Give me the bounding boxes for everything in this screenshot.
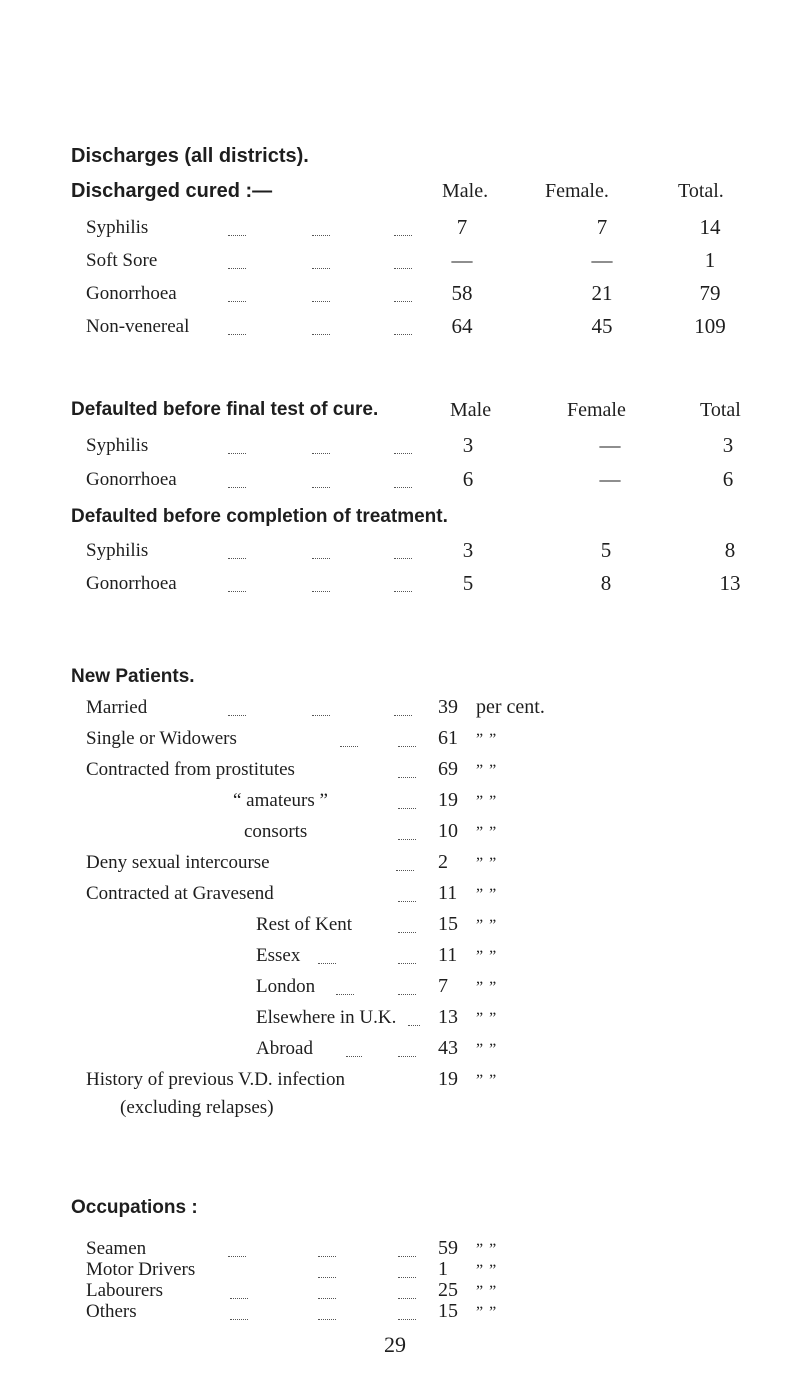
cell-female: 8 [600,571,612,595]
row-label: Single or Widowers [86,728,237,749]
percent-value: 19 [438,789,458,811]
new-patients-title: New Patients. [71,666,195,687]
cell-female: 21 [591,281,613,305]
leader-dots [396,870,414,871]
ditto-marks: ” ” [476,1072,498,1089]
row-label: Abroad [256,1038,313,1059]
ditto-marks: ” ” [476,948,498,965]
ditto-marks: ” ” [476,979,498,996]
percent-value: 19 [438,1068,458,1090]
row-label: Married [86,697,148,718]
percent-value: 59 [438,1237,458,1259]
cell-male: 7 [456,215,468,239]
ditto-marks: ” ” [476,917,498,934]
row-label: Motor Drivers [86,1259,196,1280]
cell-total: 8 [724,538,736,562]
row-label: Seamen [86,1238,147,1259]
leader-dots [408,1025,420,1026]
cell-female: — [591,248,613,272]
cell-female: 5 [600,538,612,562]
leader-dots [340,746,358,747]
col-male: Male [450,399,492,421]
leader-dots [318,1277,336,1278]
leader-dots [312,453,330,454]
row-label: Essex [256,945,301,966]
leader-dots [394,334,412,335]
leader-dots [228,235,246,236]
row-label: Contracted from prostitutes [86,759,295,780]
leader-dots [312,334,330,335]
percent-value: 7 [438,975,448,997]
percent-value: 15 [438,1300,458,1322]
leader-dots [312,715,330,716]
leader-dots [398,963,416,964]
leader-dots [398,1277,416,1278]
leader-dots [312,487,330,488]
col-female: Female. [545,180,609,202]
leader-dots [318,1256,336,1257]
leader-dots [394,591,412,592]
ditto-marks: ” ” [476,1010,498,1027]
leader-dots [228,301,246,302]
leader-dots [398,932,416,933]
discharges-title: Discharges (all districts). [71,145,309,167]
ditto-marks: ” ” [476,1262,498,1279]
row-label: Syphilis [86,540,149,561]
leader-dots [398,808,416,809]
cell-male: 3 [462,433,474,457]
percent-value: 61 [438,727,458,749]
row-label: History of previous V.D. infection [86,1069,345,1090]
leader-dots [228,591,246,592]
leader-dots [398,777,416,778]
cell-total: 1 [704,248,716,272]
ditto-marks: ” ” [476,762,498,779]
leader-dots [312,268,330,269]
ditto-marks: ” ” [476,886,498,903]
leader-dots [398,994,416,995]
cell-male: 58 [451,281,473,305]
percent-value: 11 [438,944,458,966]
percent-value: 2 [438,851,448,873]
leader-dots [398,1056,416,1057]
row-label: Gonorrhoea [86,573,177,594]
percent-value: 43 [438,1037,458,1059]
occupations-title: Occupations : [71,1197,198,1218]
cell-total: 3 [722,433,734,457]
row-label: London [256,976,316,997]
row-label: Non-venereal [86,316,190,337]
leader-dots [228,453,246,454]
leader-dots [228,487,246,488]
leader-dots [394,268,412,269]
per-cent-label: per cent. [476,696,545,718]
row-label: consorts [244,821,308,842]
ditto-marks: ” ” [476,855,498,872]
row-label: Contracted at Gravesend [86,883,274,904]
col-female: Female [567,399,626,421]
cell-total: 109 [694,314,726,338]
cell-male: — [451,248,473,272]
leader-dots [228,1256,246,1257]
leader-dots [394,453,412,454]
percent-value: 13 [438,1006,458,1028]
leader-dots [398,1319,416,1320]
leader-dots [228,715,246,716]
defaulted-treatment-title: Defaulted before completion of treatment. [71,506,448,527]
leader-dots [230,1298,248,1299]
cell-male: 64 [451,314,473,338]
row-label: Labourers [86,1280,164,1301]
row-label: Rest of Kent [256,914,353,935]
cell-total: 14 [699,215,721,239]
ditto-marks: ” ” [476,1283,498,1300]
leader-dots [398,1298,416,1299]
cell-male: 6 [462,467,474,491]
row-label: “ amateurs ” [233,790,328,811]
percent-value: 39 [438,696,458,718]
leader-dots [312,301,330,302]
ditto-marks: ” ” [476,824,498,841]
cell-total: 6 [722,467,734,491]
leader-dots [394,301,412,302]
ditto-marks: ” ” [476,793,498,810]
percent-value: 1 [438,1258,448,1280]
leader-dots [312,591,330,592]
percent-value: 15 [438,913,458,935]
leader-dots [318,963,336,964]
leader-dots [228,558,246,559]
col-total: Total. [678,180,724,202]
col-total: Total [700,399,741,421]
ditto-marks: ” ” [476,1304,498,1321]
discharged-cured-subtitle: Discharged cured :— [71,180,273,202]
leader-dots [398,1256,416,1257]
row-label: Syphilis [86,217,149,238]
leader-dots [336,994,354,995]
percent-value: 69 [438,758,458,780]
cell-female: 7 [596,215,608,239]
cell-female: — [599,467,621,491]
leader-dots [394,487,412,488]
cell-total: 79 [699,281,721,305]
leader-dots [346,1056,362,1057]
leader-dots [394,715,412,716]
leader-dots [312,235,330,236]
row-label: Syphilis [86,435,149,456]
ditto-marks: ” ” [476,1041,498,1058]
row-label: Soft Sore [86,250,158,271]
row-label: Gonorrhoea [86,469,177,490]
defaulted-final-title: Defaulted before final test of cure. [71,399,379,420]
leader-dots [398,746,416,747]
cell-total: 13 [719,571,741,595]
leader-dots [398,839,416,840]
row-label: Gonorrhoea [86,283,177,304]
percent-value: 10 [438,820,458,842]
cell-female: 45 [591,314,613,338]
row-label: Elsewhere in U.K. [256,1007,397,1028]
leader-dots [312,558,330,559]
col-male: Male. [442,180,489,202]
leader-dots [318,1319,336,1320]
leader-dots [228,334,246,335]
leader-dots [318,1298,336,1299]
page-number: 29 [384,1332,406,1357]
cell-female: — [599,433,621,457]
percent-value: 25 [438,1279,458,1301]
leader-dots [394,558,412,559]
leader-dots [398,901,416,902]
leader-dots [228,268,246,269]
ditto-marks: ” ” [476,1241,498,1258]
row-label: Others [86,1301,137,1322]
leader-dots [230,1319,248,1320]
ditto-marks: ” ” [476,731,498,748]
row-label: Deny sexual intercourse [86,852,270,873]
leader-dots [394,235,412,236]
cell-male: 3 [462,538,474,562]
cell-male: 5 [462,571,474,595]
history-note: (excluding relapses) [120,1097,274,1118]
percent-value: 11 [438,882,458,904]
